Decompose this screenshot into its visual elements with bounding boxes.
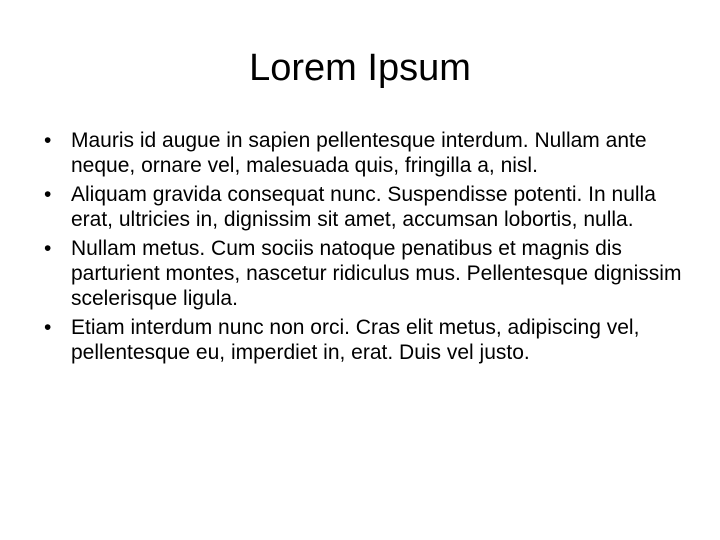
bullet-icon: • [44,237,52,260]
bullet-item [42,182,692,232]
bullet-text: Etiam interdum nunc non orci. Cras elit metus, adipiscing vel, pellentesque eu, imperdiet in, erat. Duis vel justo. [71,316,640,364]
bullet-icon: • [44,316,52,339]
bullet-list [42,128,692,369]
bullet-item [42,315,692,365]
bullet-text: Aliquam gravida consequat nunc. Suspendisse potenti. In nulla erat, ultricies in, dignissim sit amet, accumsan lobortis, nulla. [71,183,656,231]
bullet-item [42,236,692,311]
bullet-item [42,128,692,178]
bullet-text: Mauris id augue in sapien pellentesque interdum. Nullam ante neque, ornare vel, malesuada quis, fringilla a, nisl. [71,129,647,177]
bullet-text: Nullam metus. Cum sociis natoque penatibus et magnis dis parturient montes, nascetur ridiculus mus. Pellentesque dignissim scelerisque ligula. [71,237,682,310]
bullet-icon: • [44,129,52,152]
slide-title: Lorem Ipsum [249,47,471,89]
bullet-icon: • [44,183,52,206]
